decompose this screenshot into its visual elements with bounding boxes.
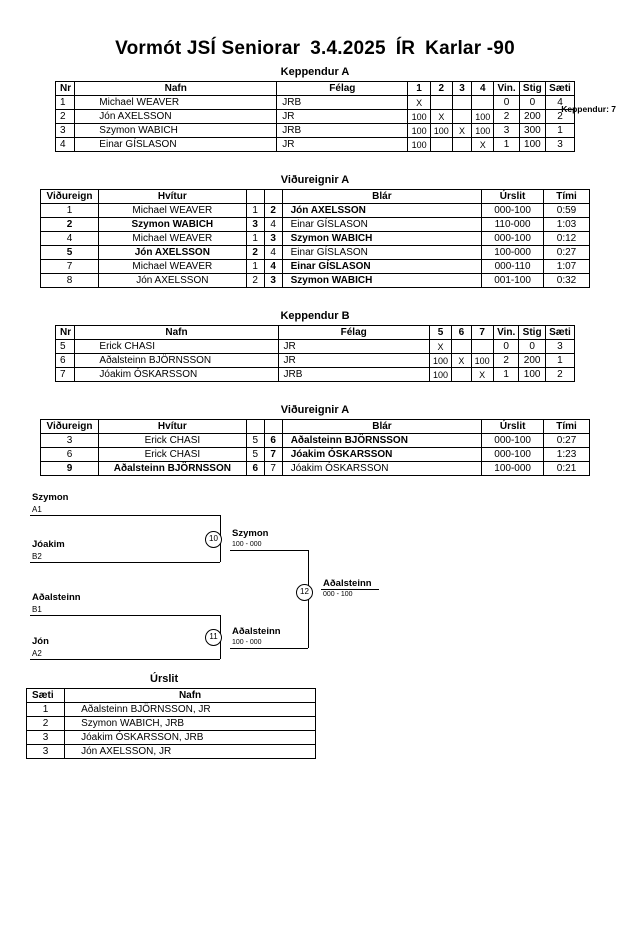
cell-nr: 7 bbox=[56, 368, 75, 382]
cell-nr: 3 bbox=[56, 124, 75, 138]
cell-stig: 0 bbox=[519, 96, 545, 110]
cell-score-white: 5 bbox=[246, 448, 264, 462]
cell-vidureign: 9 bbox=[41, 462, 99, 476]
cell-score-blue: 7 bbox=[264, 462, 282, 476]
cell-blar: Szymon WABICH bbox=[282, 274, 482, 288]
col-vin: Vin. bbox=[493, 326, 519, 340]
col-m3: 7 bbox=[471, 326, 493, 340]
col-blar: Blár bbox=[282, 420, 482, 434]
cell-timi: 1:03 bbox=[544, 218, 590, 232]
cell-score-white: 5 bbox=[246, 434, 264, 448]
bracket-match-number: 11 bbox=[205, 629, 222, 646]
col-saeti: Sæti bbox=[27, 689, 65, 703]
cell-timi: 0:32 bbox=[544, 274, 590, 288]
cell-score-blue: 3 bbox=[264, 274, 282, 288]
cell-m4: X bbox=[472, 138, 494, 152]
cell-m3 bbox=[452, 110, 471, 124]
cell-score-white: 6 bbox=[246, 462, 264, 476]
cell-m1: 100 bbox=[408, 138, 430, 152]
cell-felag: JRB bbox=[277, 96, 408, 110]
cell-m1: 100 bbox=[429, 354, 451, 368]
cell-score-white: 2 bbox=[246, 274, 264, 288]
table-row bbox=[41, 246, 590, 260]
title-club: ÍR bbox=[395, 38, 416, 59]
group-b-heading: Keppendur B bbox=[280, 310, 350, 322]
cell-m4: 100 bbox=[472, 124, 494, 138]
cell-m4 bbox=[472, 96, 494, 110]
col-nr: Nr bbox=[56, 82, 75, 96]
cell-stig: 300 bbox=[519, 124, 545, 138]
table-header-row bbox=[27, 689, 316, 703]
title-weight-class: Karlar -90 bbox=[425, 38, 515, 59]
cell-timi: 0:27 bbox=[544, 246, 590, 260]
cell-blar: Jóakim ÓSKARSSON bbox=[282, 462, 482, 476]
cell-felag: JR bbox=[277, 138, 408, 152]
col-stig: Stig bbox=[519, 82, 545, 96]
cell-score-blue: 2 bbox=[264, 204, 282, 218]
col-m2: 6 bbox=[452, 326, 471, 340]
col-timi: Tími bbox=[544, 420, 590, 434]
cell-blar: Einar GÍSLASON bbox=[282, 246, 482, 260]
col-urslit: Úrslit bbox=[482, 420, 544, 434]
bracket-entry-seed: B2 bbox=[32, 552, 42, 561]
results-table bbox=[26, 688, 316, 759]
cell-score-white: 1 bbox=[246, 204, 264, 218]
results-heading: Úrslit bbox=[150, 673, 179, 685]
bracket-match-number: 10 bbox=[205, 531, 222, 548]
col-blar: Blár bbox=[282, 190, 482, 204]
table-row bbox=[56, 368, 575, 382]
cell-m2 bbox=[452, 340, 471, 354]
table-row bbox=[56, 96, 575, 110]
cell-nafn: Jóakim ÓSKARSSON bbox=[75, 368, 278, 382]
cell-vin: 1 bbox=[493, 368, 519, 382]
cell-hvitur: Jón AXELSSON bbox=[98, 274, 246, 288]
cell-timi: 0:21 bbox=[544, 462, 590, 476]
cell-saeti: 3 bbox=[27, 745, 65, 759]
cell-nafn: Jón AXELSSON, JR bbox=[65, 745, 316, 759]
col-felag: Félag bbox=[278, 326, 429, 340]
table-header-row bbox=[56, 326, 575, 340]
col-m1: 5 bbox=[429, 326, 451, 340]
cell-stig: 200 bbox=[519, 110, 545, 124]
col-urslit: Úrslit bbox=[482, 190, 544, 204]
cell-m2: X bbox=[430, 110, 452, 124]
table-row bbox=[27, 731, 316, 745]
cell-saeti: 3 bbox=[27, 731, 65, 745]
bracket-entry-name: Szymon bbox=[32, 492, 69, 503]
bracket-entry-name: Jóakim bbox=[32, 539, 65, 550]
cell-blar: Aðalsteinn BJÖRNSSON bbox=[282, 434, 482, 448]
cell-nafn: Aðalsteinn BJÖRNSSON, JR bbox=[65, 703, 316, 717]
cell-urslit: 100-000 bbox=[482, 462, 544, 476]
title-event: Vormót JSÍ Seniorar bbox=[115, 38, 301, 59]
group-a-heading: Keppendur A bbox=[280, 66, 350, 78]
cell-urslit: 000-100 bbox=[482, 204, 544, 218]
table-row bbox=[41, 434, 590, 448]
cell-urslit: 100-000 bbox=[482, 246, 544, 260]
cell-score-blue: 7 bbox=[264, 448, 282, 462]
cell-nafn: Michael WEAVER bbox=[75, 96, 277, 110]
cell-stig: 100 bbox=[519, 138, 545, 152]
bracket-match-number: 12 bbox=[296, 584, 313, 601]
cell-vidureign: 2 bbox=[41, 218, 99, 232]
table-row bbox=[41, 218, 590, 232]
cell-nafn: Jón AXELSSON bbox=[75, 110, 277, 124]
cell-blar: Jóakim ÓSKARSSON bbox=[282, 448, 482, 462]
table-row bbox=[41, 448, 590, 462]
cell-vin: 0 bbox=[493, 340, 519, 354]
bracket-line bbox=[230, 648, 308, 649]
cell-m1: 100 bbox=[408, 110, 430, 124]
table-row bbox=[56, 354, 575, 368]
table-row bbox=[27, 703, 316, 717]
cell-felag: JR bbox=[277, 110, 408, 124]
col-nafn: Nafn bbox=[75, 82, 277, 96]
col-saeti: Sæti bbox=[545, 82, 574, 96]
cell-nafn: Einar GÍSLASON bbox=[75, 138, 277, 152]
col-nafn: Nafn bbox=[75, 326, 278, 340]
cell-saeti: 2 bbox=[545, 368, 574, 382]
table-header-row bbox=[56, 82, 575, 96]
cell-saeti: 2 bbox=[545, 110, 574, 124]
cell-hvitur: Michael WEAVER bbox=[98, 204, 246, 218]
table-row bbox=[41, 462, 590, 476]
bracket-winner-name: Aðalsteinn bbox=[232, 626, 281, 637]
cell-stig: 0 bbox=[519, 340, 545, 354]
col-timi: Tími bbox=[544, 190, 590, 204]
cell-m3: 100 bbox=[471, 354, 493, 368]
table-row bbox=[56, 340, 575, 354]
cell-urslit: 001-100 bbox=[482, 274, 544, 288]
cell-urslit: 110-000 bbox=[482, 218, 544, 232]
cell-felag: JR bbox=[278, 340, 429, 354]
cell-stig: 200 bbox=[519, 354, 545, 368]
col-hvitur: Hvítur bbox=[98, 420, 246, 434]
cell-hvitur: Erick CHASI bbox=[98, 448, 246, 462]
cell-urslit: 000-100 bbox=[482, 434, 544, 448]
col-score-blue bbox=[264, 420, 282, 434]
cell-saeti: 1 bbox=[545, 124, 574, 138]
cell-vidureign: 3 bbox=[41, 434, 99, 448]
cell-blar: Einar GÍSLASON bbox=[282, 218, 482, 232]
cell-hvitur: Aðalsteinn BJÖRNSSON bbox=[98, 462, 246, 476]
table-row bbox=[41, 204, 590, 218]
cell-nr: 1 bbox=[56, 96, 75, 110]
cell-score-blue: 3 bbox=[264, 232, 282, 246]
cell-m2: 100 bbox=[430, 124, 452, 138]
cell-m3 bbox=[452, 138, 471, 152]
bracket-entry-seed: A2 bbox=[32, 649, 42, 658]
cell-hvitur: Jón AXELSSON bbox=[98, 246, 246, 260]
col-vidureign: Viðureign bbox=[41, 190, 99, 204]
matches-b-heading: Viðureignir A bbox=[280, 404, 350, 416]
cell-timi: 0:27 bbox=[544, 434, 590, 448]
cell-urslit: 000-100 bbox=[482, 232, 544, 246]
cell-felag: JR bbox=[278, 354, 429, 368]
cell-vidureign: 5 bbox=[41, 246, 99, 260]
bracket-final-winner-name: Aðalsteinn bbox=[323, 578, 372, 589]
cell-m2 bbox=[430, 138, 452, 152]
bracket-entry-seed: A1 bbox=[32, 505, 42, 514]
group-b-table bbox=[55, 325, 575, 382]
col-stig: Stig bbox=[519, 326, 545, 340]
table-row bbox=[41, 274, 590, 288]
bracket-line bbox=[30, 615, 220, 616]
cell-vin: 3 bbox=[494, 124, 519, 138]
col-nafn: Nafn bbox=[65, 689, 316, 703]
cell-vin: 2 bbox=[494, 110, 519, 124]
cell-blar: Szymon WABICH bbox=[282, 232, 482, 246]
cell-vidureign: 4 bbox=[41, 232, 99, 246]
cell-m3 bbox=[452, 96, 471, 110]
group-a-table bbox=[55, 81, 575, 152]
cell-score-white: 2 bbox=[246, 246, 264, 260]
cell-timi: 1:23 bbox=[544, 448, 590, 462]
col-score-white bbox=[246, 420, 264, 434]
col-hvitur: Hvítur bbox=[98, 190, 246, 204]
cell-hvitur: Szymon WABICH bbox=[98, 218, 246, 232]
cell-score-white: 1 bbox=[246, 260, 264, 274]
bracket-final-score: 000 - 100 bbox=[323, 591, 353, 598]
elimination-bracket bbox=[0, 488, 630, 673]
cell-score-blue: 4 bbox=[264, 246, 282, 260]
col-vin: Vin. bbox=[494, 82, 519, 96]
cell-score-white: 3 bbox=[246, 218, 264, 232]
cell-nafn: Erick CHASI bbox=[75, 340, 278, 354]
cell-m1: 100 bbox=[408, 124, 430, 138]
page-title bbox=[0, 38, 630, 60]
competitor-count: Keppendur: 7 bbox=[561, 104, 616, 114]
cell-nafn: Szymon WABICH bbox=[75, 124, 277, 138]
matches-a-heading: Viðureignir A bbox=[280, 174, 350, 186]
bracket-entry-name: Aðalsteinn bbox=[32, 592, 81, 603]
col-score-blue bbox=[264, 190, 282, 204]
bracket-winner-score: 100 - 000 bbox=[232, 639, 262, 646]
cell-vin: 0 bbox=[494, 96, 519, 110]
matches-b-table bbox=[40, 419, 590, 476]
bracket-line bbox=[30, 562, 220, 563]
table-row bbox=[56, 110, 575, 124]
cell-nafn: Szymon WABICH, JRB bbox=[65, 717, 316, 731]
cell-m1: X bbox=[429, 340, 451, 354]
cell-timi: 0:12 bbox=[544, 232, 590, 246]
cell-timi: 0:59 bbox=[544, 204, 590, 218]
cell-stig: 100 bbox=[519, 368, 545, 382]
cell-score-blue: 4 bbox=[264, 218, 282, 232]
col-m2: 2 bbox=[430, 82, 452, 96]
col-m1: 1 bbox=[408, 82, 430, 96]
cell-m4: 100 bbox=[472, 110, 494, 124]
cell-nafn: Aðalsteinn BJÖRNSSON bbox=[75, 354, 278, 368]
cell-m2 bbox=[452, 368, 471, 382]
col-m4: 4 bbox=[472, 82, 494, 96]
col-score-white bbox=[246, 190, 264, 204]
table-row bbox=[56, 124, 575, 138]
cell-m3 bbox=[471, 340, 493, 354]
cell-score-white: 1 bbox=[246, 232, 264, 246]
cell-blar: Einar GÍSLASON bbox=[282, 260, 482, 274]
cell-saeti: 1 bbox=[27, 703, 65, 717]
cell-m1: X bbox=[408, 96, 430, 110]
tournament-result-page bbox=[0, 38, 630, 929]
table-row bbox=[41, 260, 590, 274]
cell-timi: 1:07 bbox=[544, 260, 590, 274]
cell-m2 bbox=[430, 96, 452, 110]
bracket-entry-name: Jón bbox=[32, 636, 49, 647]
col-saeti: Sæti bbox=[545, 326, 574, 340]
cell-m3: X bbox=[471, 368, 493, 382]
cell-vidureign: 6 bbox=[41, 448, 99, 462]
cell-vin: 1 bbox=[494, 138, 519, 152]
table-row bbox=[27, 745, 316, 759]
cell-felag: JRB bbox=[277, 124, 408, 138]
table-row bbox=[56, 138, 575, 152]
cell-saeti: 2 bbox=[27, 717, 65, 731]
bracket-line bbox=[230, 550, 308, 551]
table-header-row bbox=[41, 420, 590, 434]
cell-saeti: 4 bbox=[545, 96, 574, 110]
cell-urslit: 000-100 bbox=[482, 448, 544, 462]
table-row bbox=[27, 717, 316, 731]
cell-score-blue: 4 bbox=[264, 260, 282, 274]
table-header-row bbox=[41, 190, 590, 204]
title-date: 3.4.2025 bbox=[310, 38, 386, 59]
cell-saeti: 3 bbox=[545, 138, 574, 152]
cell-vidureign: 1 bbox=[41, 204, 99, 218]
bracket-entry-seed: B1 bbox=[32, 605, 42, 614]
cell-nr: 2 bbox=[56, 110, 75, 124]
cell-saeti: 1 bbox=[545, 354, 574, 368]
cell-nr: 6 bbox=[56, 354, 75, 368]
cell-urslit: 000-110 bbox=[482, 260, 544, 274]
cell-m3: X bbox=[452, 124, 471, 138]
col-nr: Nr bbox=[56, 326, 75, 340]
bracket-line bbox=[30, 659, 220, 660]
cell-vin: 2 bbox=[493, 354, 519, 368]
col-vidureign: Viðureign bbox=[41, 420, 99, 434]
col-felag: Félag bbox=[277, 82, 408, 96]
bracket-line bbox=[30, 515, 220, 516]
cell-saeti: 3 bbox=[545, 340, 574, 354]
bracket-winner-score: 100 - 000 bbox=[232, 541, 262, 548]
cell-vidureign: 8 bbox=[41, 274, 99, 288]
cell-hvitur: Erick CHASI bbox=[98, 434, 246, 448]
table-row bbox=[41, 232, 590, 246]
cell-nr: 4 bbox=[56, 138, 75, 152]
cell-blar: Jón AXELSSON bbox=[282, 204, 482, 218]
matches-a-table bbox=[40, 189, 590, 288]
cell-m1: 100 bbox=[429, 368, 451, 382]
cell-nafn: Jóakim ÓSKARSSON, JRB bbox=[65, 731, 316, 745]
cell-hvitur: Michael WEAVER bbox=[98, 232, 246, 246]
cell-score-blue: 6 bbox=[264, 434, 282, 448]
cell-m2: X bbox=[452, 354, 471, 368]
cell-felag: JRB bbox=[278, 368, 429, 382]
cell-vidureign: 7 bbox=[41, 260, 99, 274]
bracket-line bbox=[321, 589, 379, 590]
col-m3: 3 bbox=[452, 82, 471, 96]
cell-hvitur: Michael WEAVER bbox=[98, 260, 246, 274]
bracket-winner-name: Szymon bbox=[232, 528, 269, 539]
cell-nr: 5 bbox=[56, 340, 75, 354]
